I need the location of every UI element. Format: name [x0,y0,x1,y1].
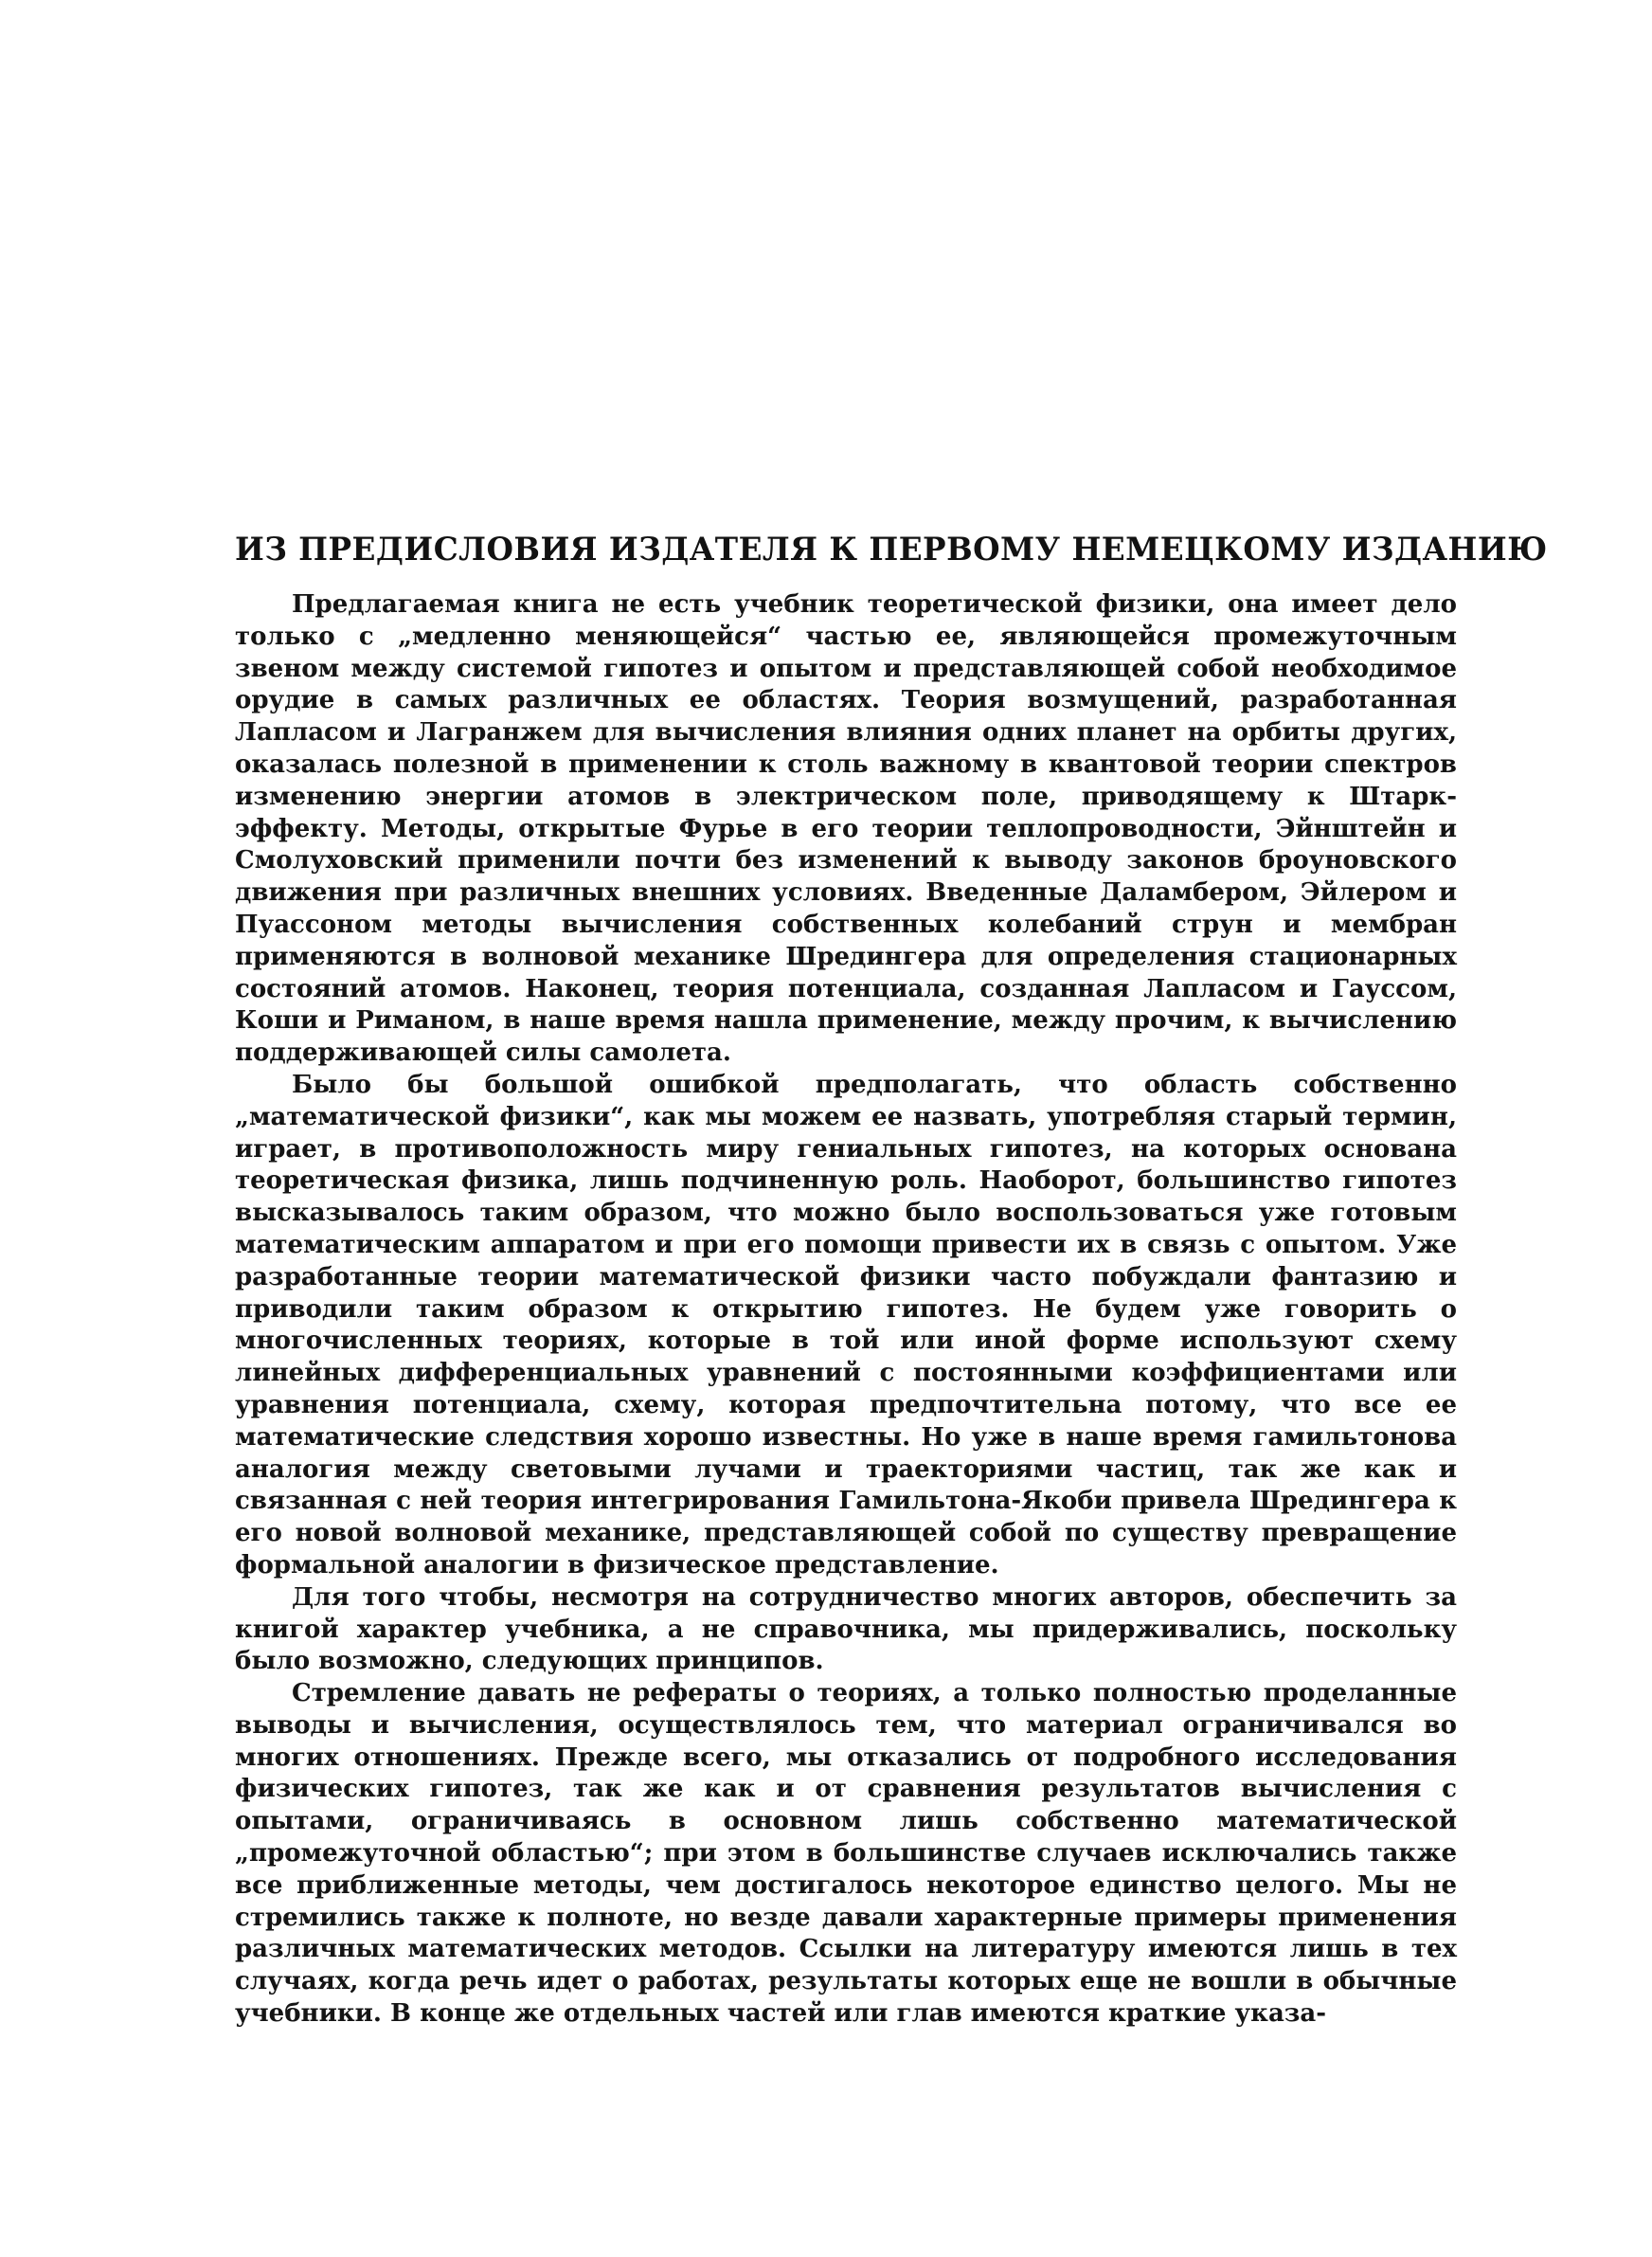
paragraph: Было бы большой ошибкой предполагать, что область собственно „математической физики“, как мы можем ее назвать, употребляя старый термин, играет, в противоположность миру гениальных гипотез, на которых основана теоретическая физика, лишь подчиненную роль. Наоборот, большинство гипотез высказывалось таким образом, что можно было воспользоваться уже готовым математическим аппаратом и при его помощи привести их в связь с опытом. Уже разработанные теории математической физики часто побуждали фантазию и приводили таким образом к открытию гипотез. Не будем уже говорить о многочисленных теориях, которые в той или иной форме используют схему линейных дифференциальных уравнений с постоянными коэффициентами или уравнения потенциала, схему, которая предпочтительна потому, что все ее математические следствия хорошо известны. Но уже в наше время гамильтонова аналогия между световыми лучами и траекториями частиц, так же как и связанная с ней теория интегрирования Гамильтона-Якоби привела Шредингера к его новой волновой механике, представляющей собой по существу превращение формальной аналогии в физическое представление. [235,1070,1457,1580]
body-text [235,589,1457,2031]
paragraph: Стремление давать не рефераты о теориях, а только полностью проделанные выводы и вычисления, осуществлялось тем, что материал ограничивался во многих отношениях. Прежде всего, мы отказались от подробного исследования физических гипотез, так же как и от сравнения результатов вычисления с опытами, ограничиваясь в основном лишь собственно математической „промежуточной областью“; при этом в большинстве случаев исключались также все приближенные методы, чем достигалось некоторое единство целого. Мы не стремились также к полноте, но везде давали характерные примеры применения различных математических методов. Ссылки на литературу имеются лишь в тех случаях, когда речь идет о работах, результаты которых еще не вошли в обычные учебники. В конце же отдельных частей или глав имеются краткие указа- [235,1679,1457,2029]
paragraph: Для того чтобы, несмотря на сотрудничество многих авторов, обеспечить за книгой характер учебника, а не справочника, мы придерживались, поскольку было возможно, следующих принципов. [235,1582,1457,1676]
page-title: ИЗ ПРЕДИСЛОВИЯ ИЗДАТЕЛЯ К ПЕРВОМУ НЕМЕЦКОМУ ИЗДАНИЮ [235,531,1548,569]
paragraph: Предлагаемая книга не есть учебник теоретической физики, она имеет дело только с „медленно меняющейся“ частью ее, являющейся промежуточным звеном между системой гипотез и опытом и представляющей собой необходимое орудие в самых различных ее областях. Теория возмущений, разработанная Лапласом и Лагранжем для вычисления влияния одних планет на орбиты других, оказалась полезной в применении к столь важному в квантовой теории спектров изменению энергии атомов в электрическом поле, приводящему к Штарк-эффекту. Методы, открытые Фурье в его теории теплопроводности, Эйнштейн и Смолуховский применили почти без изменений к выводу законов броуновского движения при различных внешних условиях. Введенные Даламбером, Эйлером и Пуассоном методы вычисления собственных колебаний струн и мембран применяются в волновой механике Шредингера для определения стационарных состояний атомов. Наконец, теория потенциала, созданная Лапласом и Гауссом, Коши и Риманом, в наше время нашла применение, между прочим, к вычислению поддерживающей силы самолета. [235,590,1457,1068]
